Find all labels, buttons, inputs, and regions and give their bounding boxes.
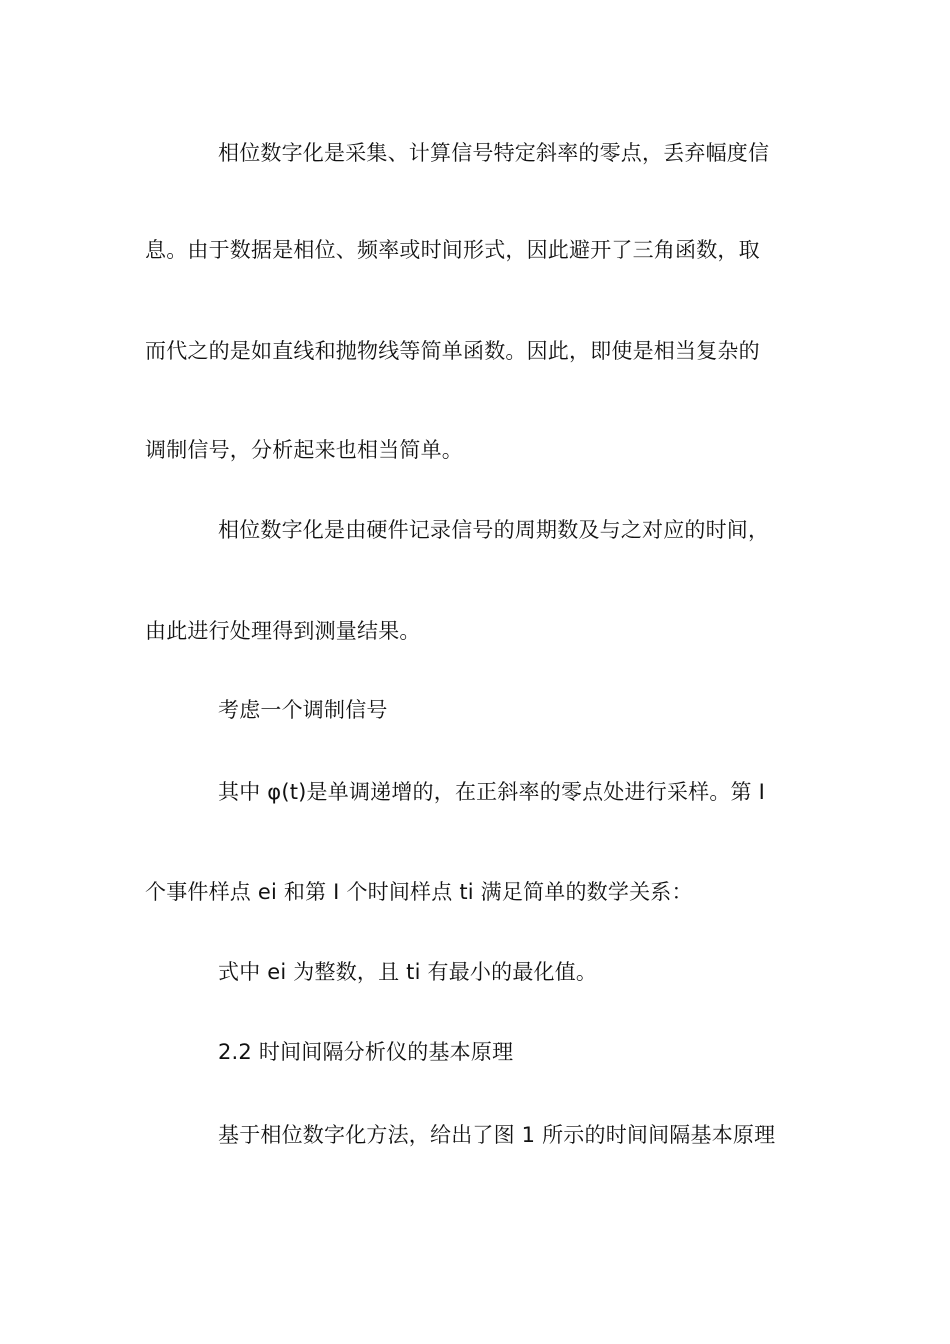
section-heading: 2.2 时间间隔分析仪的基本原理 [218, 1040, 514, 1064]
paragraph-1-line-1: 相位数字化是采集、计算信号特定斜率的零点，丢弃幅度信 [218, 141, 770, 165]
paragraph-3: 考虑一个调制信号 [218, 698, 388, 722]
paragraph-5: 式中 ei 为整数，且 ti 有最小的最化值。 [218, 960, 598, 984]
paragraph-6-line-1: 基于相位数字化方法，给出了图 1 所示的时间间隔基本原理 [218, 1123, 776, 1147]
paragraph-2-line-1: 相位数字化是由硬件记录信号的周期数及与之对应的时间， [218, 518, 770, 542]
paragraph-1-line-2: 息。由于数据是相位、频率或时间形式，因此避开了三角函数，取 [145, 238, 760, 262]
paragraph-2-line-2: 由此进行处理得到测量结果。 [145, 619, 421, 643]
paragraph-4-line-1: 其中 φ(t)是单调递增的，在正斜率的零点处进行采样。第 I [218, 780, 766, 804]
paragraph-1-line-4: 调制信号，分析起来也相当简单。 [145, 438, 463, 462]
paragraph-4-line-2: 个事件样点 ei 和第 I 个时间样点 ti 满足简单的数学关系： [145, 880, 693, 904]
paragraph-1-line-3: 而代之的是如直线和抛物线等简单函数。因此，即使是相当复杂的 [145, 339, 760, 363]
